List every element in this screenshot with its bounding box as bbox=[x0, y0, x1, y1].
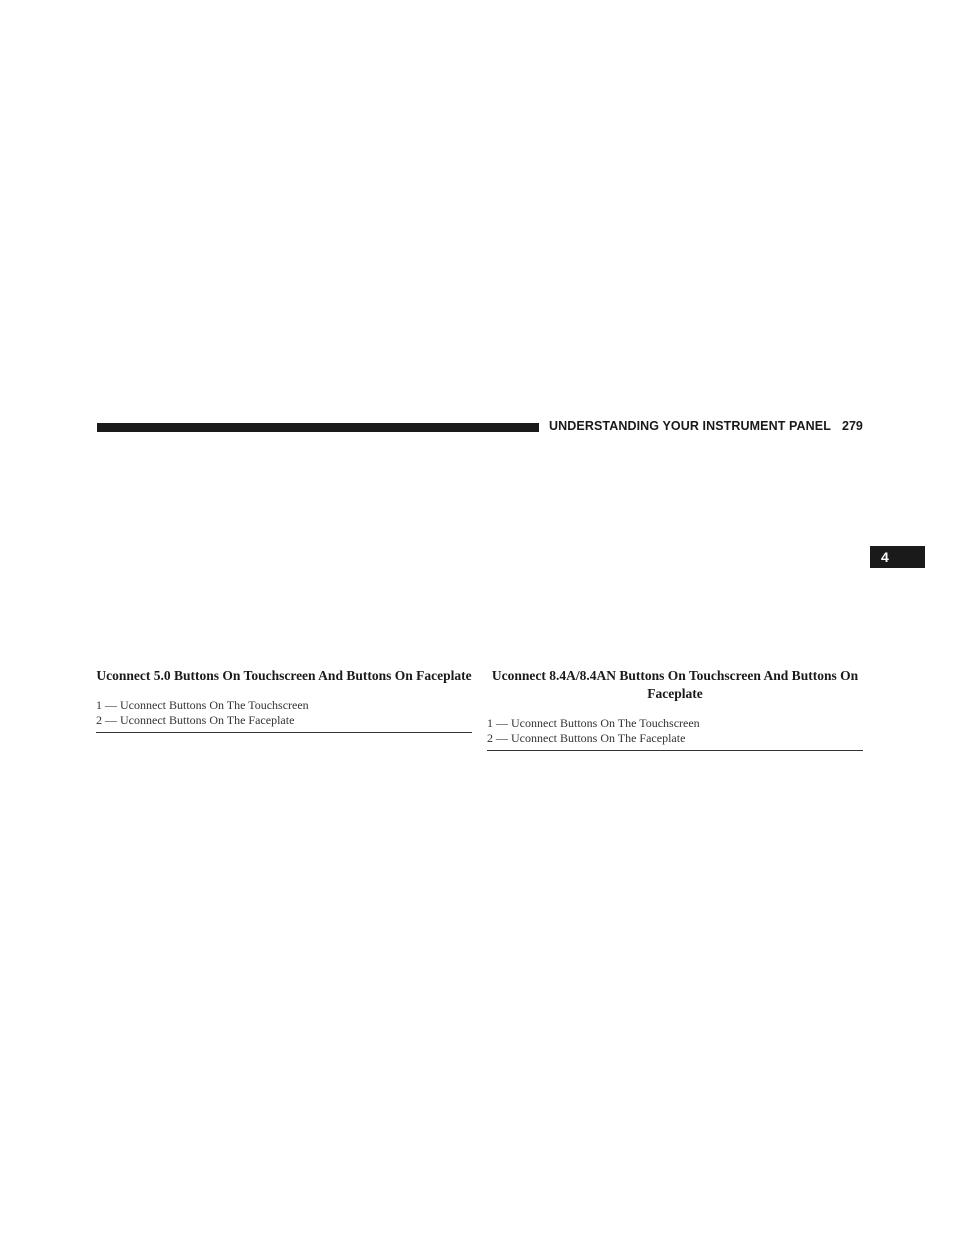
header-rule-bar bbox=[97, 423, 539, 432]
section-title: UNDERSTANDING YOUR INSTRUMENT PANEL bbox=[549, 419, 831, 433]
figure-caption: Uconnect 5.0 Buttons On Touchscreen And Buttons On Faceplate bbox=[96, 668, 472, 683]
figure-uconnect-8-4 bbox=[487, 667, 863, 751]
figure-legend-item: 2 — Uconnect Buttons On The Faceplate bbox=[487, 731, 686, 745]
figure-divider bbox=[96, 732, 472, 733]
figure-legend-item: 1 — Uconnect Buttons On The Touchscreen bbox=[487, 716, 700, 730]
figure-legend-item: 2 — Uconnect Buttons On The Faceplate bbox=[96, 713, 295, 727]
page-number: 279 bbox=[842, 419, 863, 433]
figure-caption: Uconnect 8.4A/8.4AN Buttons On Touchscreen And Buttons On Faceplate bbox=[491, 668, 859, 701]
figure-legend-item: 1 — Uconnect Buttons On The Touchscreen bbox=[96, 698, 309, 712]
chapter-tab: 4 bbox=[870, 546, 925, 568]
figure-uconnect-5-0 bbox=[96, 667, 472, 733]
figure-divider bbox=[487, 750, 863, 751]
